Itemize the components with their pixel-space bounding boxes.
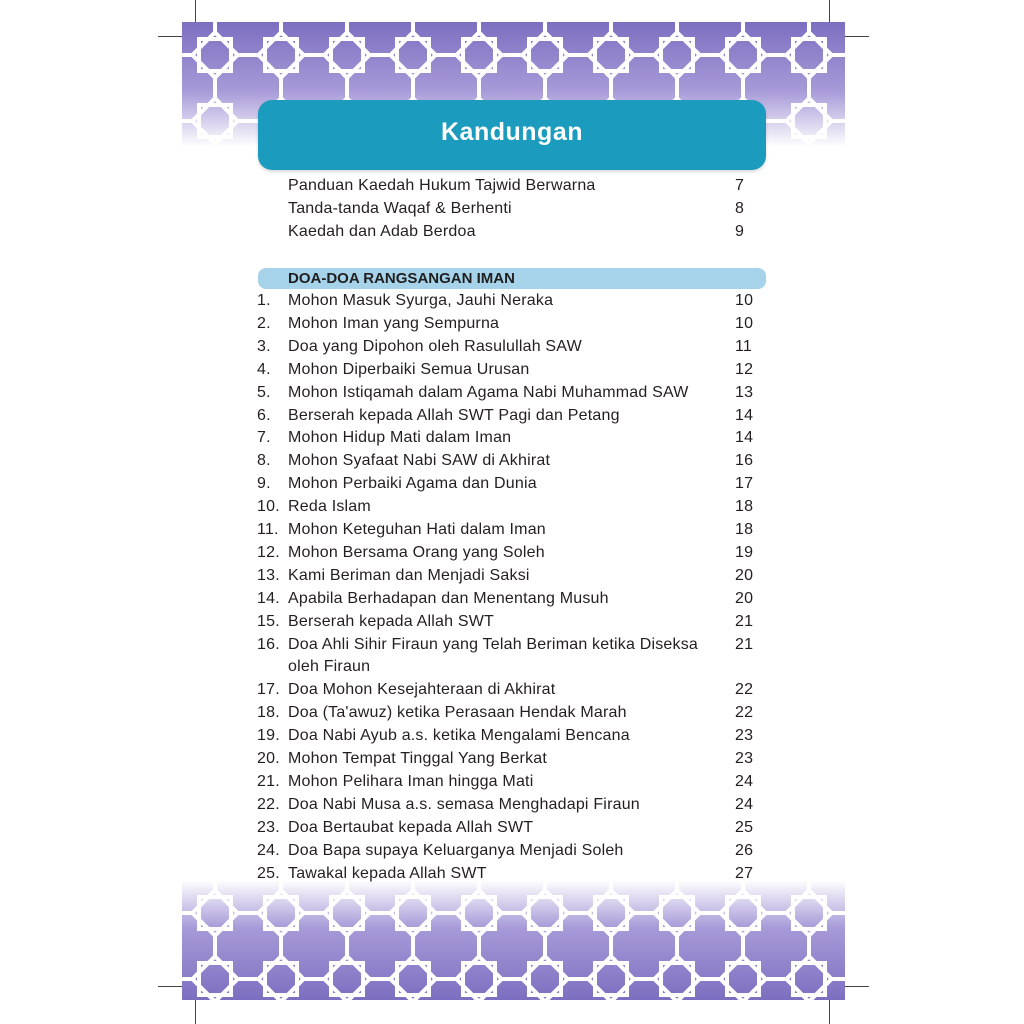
entry-page-number: 23: [735, 727, 754, 745]
entry-number: 9.: [257, 475, 271, 493]
entry-number: 4.: [257, 360, 271, 378]
entry-number: 16.: [257, 635, 280, 653]
entry-page-number: 18: [735, 498, 754, 516]
entry-number: 8.: [257, 452, 271, 470]
crop-mark: [829, 0, 830, 22]
entry-page-number: 19: [735, 543, 754, 561]
entry-title: oleh Firaun: [288, 658, 371, 676]
entry-number: 23.: [257, 818, 280, 836]
entry-title: Kaedah dan Adab Berdoa: [288, 223, 476, 241]
entry-page-number: 18: [735, 521, 754, 538]
entry-number: 12.: [257, 543, 280, 561]
entry-title: Doa Mohon Kesejahteraan di Akhirat: [288, 681, 556, 699]
entry-page-number: 10: [735, 292, 754, 309]
entry-title: Doa Ahli Sihir Firaun yang Telah Beriman ketika Diseksa: [288, 635, 699, 653]
entry-title: Mohon Istiqamah dalam Agama Nabi Muhammad SAW: [288, 383, 689, 401]
section-heading: DOA-DOA RANGSANGAN IMAN: [288, 270, 515, 287]
entry-title: Doa Nabi Musa a.s. semasa Menghadapi Firaun: [288, 795, 640, 813]
entry-page-number: 17: [735, 475, 754, 493]
entry-title: Mohon Bersama Orang yang Soleh: [288, 543, 545, 561]
page-title: Kandungan: [441, 118, 583, 146]
entry-title: Reda Islam: [288, 498, 371, 516]
crop-mark: [195, 0, 196, 22]
entry-title: Mohon Masuk Syurga, Jauhi Neraka: [288, 292, 554, 309]
entry-page-number: 7: [735, 177, 745, 194]
entry-number: 5.: [257, 383, 271, 401]
entry-page-number: 21: [735, 635, 754, 653]
entry-title: Berserah kepada Allah SWT Pagi dan Petang: [288, 406, 620, 424]
entry-number: 25.: [257, 864, 280, 882]
entry-title: Mohon Syafaat Nabi SAW di Akhirat: [288, 452, 551, 470]
entry-title: Tanda-tanda Waqaf & Berhenti: [288, 200, 512, 218]
crop-mark: [195, 1000, 196, 1024]
entry-number: 10.: [257, 498, 280, 516]
entry-number: 21.: [257, 772, 280, 790]
entry-page-number: 11: [735, 337, 753, 355]
entry-page-number: 27: [735, 864, 754, 882]
entry-page-number: 14: [735, 429, 754, 447]
entry-title: Doa yang Dipohon oleh Rasulullah SAW: [288, 337, 582, 355]
entry-title: Mohon Keteguhan Hati dalam Iman: [288, 521, 546, 538]
entry-title: Doa Bertaubat kepada Allah SWT: [288, 818, 534, 836]
entry-number: 6.: [257, 406, 271, 424]
entry-number: 24.: [257, 841, 280, 859]
entry-page-number: 22: [735, 681, 754, 699]
entry-page-number: 8: [735, 200, 745, 218]
entry-number: 19.: [257, 727, 280, 745]
entry-title: Doa Bapa supaya Keluarganya Menjadi Soleh: [288, 841, 624, 859]
entry-title: Doa Nabi Ayub a.s. ketika Mengalami Bencana: [288, 727, 630, 745]
section-heading-bar: [258, 268, 766, 289]
entry-title: Mohon Perbaiki Agama dan Dunia: [288, 475, 537, 493]
entry-number: 22.: [257, 795, 280, 813]
entry-page-number: 25: [735, 818, 754, 836]
crop-mark: [829, 1000, 830, 1024]
entry-number: 3.: [257, 337, 271, 355]
entry-page-number: 9: [735, 223, 745, 241]
entry-number: 14.: [257, 589, 280, 607]
entry-title: Mohon Tempat Tinggal Yang Berkat: [288, 750, 548, 767]
crop-mark: [158, 986, 182, 987]
entry-title: Apabila Berhadapan dan Menentang Musuh: [288, 589, 609, 607]
entry-title: Kami Beriman dan Menjadi Saksi: [288, 566, 530, 584]
entry-page-number: 26: [735, 841, 754, 859]
entry-number: 7.: [257, 429, 271, 447]
entry-title: Mohon Hidup Mati dalam Iman: [288, 429, 512, 447]
entry-number: 17.: [257, 681, 280, 699]
entry-page-number: 12: [735, 360, 754, 378]
entry-number: 18.: [257, 704, 280, 722]
entry-page-number: 14: [735, 406, 754, 424]
entry-number: 11.: [257, 521, 279, 538]
entry-number: 1.: [257, 292, 271, 309]
entry-title: Panduan Kaedah Hukum Tajwid Berwarna: [288, 177, 596, 194]
entry-page-number: 24: [735, 795, 754, 813]
title-banner: [258, 100, 766, 170]
entry-title: Tawakal kepada Allah SWT: [288, 864, 487, 882]
entry-page-number: 21: [735, 612, 754, 630]
entry-page-number: 20: [735, 589, 754, 607]
entry-title: Mohon Pelihara Iman hingga Mati: [288, 772, 534, 790]
entry-number: 20.: [257, 750, 280, 767]
entry-title: Mohon Diperbaiki Semua Urusan: [288, 360, 530, 378]
entry-page-number: 22: [735, 704, 754, 722]
entry-page-number: 10: [735, 314, 754, 332]
entry-number: 15.: [257, 612, 280, 630]
entry-number: 2.: [257, 314, 271, 332]
entry-page-number: 13: [735, 383, 754, 401]
entry-page-number: 24: [735, 772, 754, 790]
crop-mark: [845, 36, 869, 37]
entry-title: Mohon Iman yang Sempurna: [288, 314, 500, 332]
entry-page-number: 23: [735, 750, 754, 767]
entry-title: Doa (Ta'awuz) ketika Perasaan Hendak Marah: [288, 704, 627, 722]
decorative-pattern-bottom: [182, 880, 845, 1000]
entry-page-number: 16: [735, 452, 754, 470]
crop-mark: [158, 36, 182, 37]
entry-number: 13.: [257, 566, 280, 584]
entry-title: Berserah kepada Allah SWT: [288, 612, 494, 630]
entry-page-number: 20: [735, 566, 754, 584]
crop-mark: [845, 986, 869, 987]
